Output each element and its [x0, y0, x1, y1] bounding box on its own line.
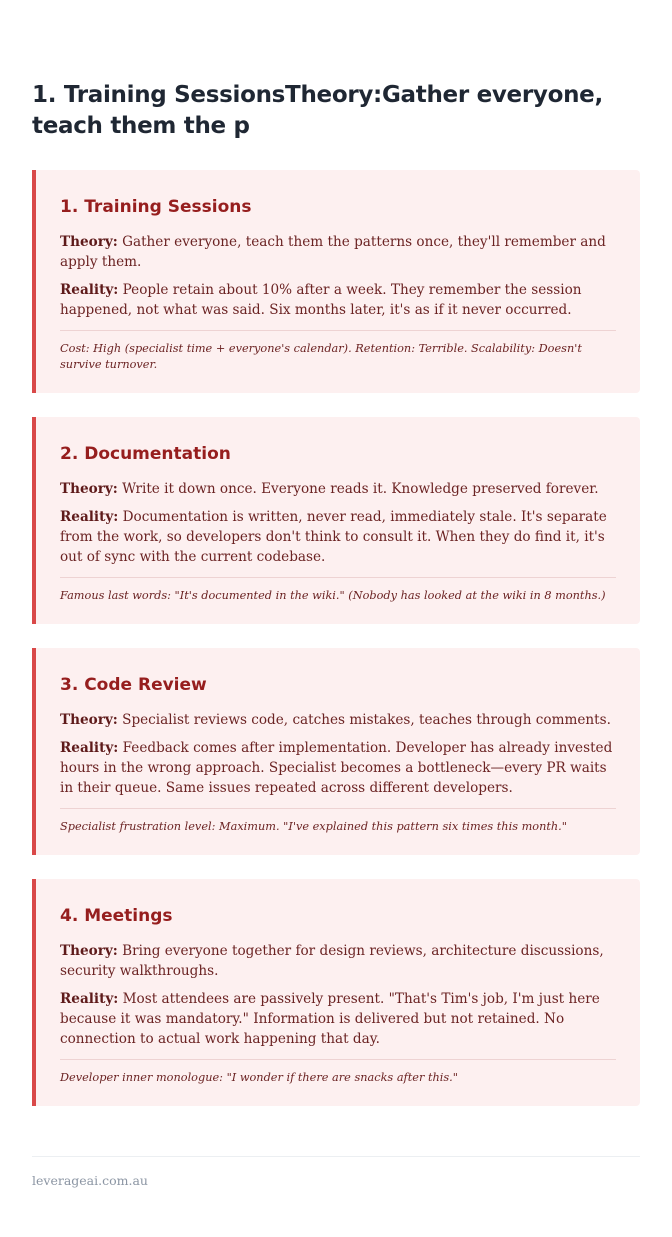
- reality-paragraph: [60, 280, 616, 320]
- theory-paragraph: [60, 941, 616, 981]
- reality-text: Documentation is written, never read, immediately stale. It's separate from the work, so developers don't think to consult it. When they do find it, it's out of sync with the current codebase.: [60, 509, 607, 565]
- card-title: 4. Meetings: [60, 906, 173, 926]
- reality-label: Reality:: [60, 740, 119, 756]
- reality-paragraph: [60, 738, 616, 798]
- card-title: 2. Documentation: [60, 444, 231, 464]
- card-note: Famous last words: "It's documented in the wiki." (Nobody has looked at the wiki in 8 months.): [60, 577, 616, 604]
- reality-text: People retain about 10% after a week. They remember the session happened, not what was said. Six months later, it's as if it never occurred.: [60, 282, 582, 318]
- theory-text: Write it down once. Everyone reads it. Knowledge preserved forever.: [122, 481, 599, 497]
- reality-label: Reality:: [60, 991, 119, 1007]
- card-code-review: [32, 648, 640, 855]
- theory-paragraph: [60, 479, 616, 499]
- card-meetings: [32, 879, 640, 1106]
- theory-text: Bring everyone together for design reviews, architecture discussions, security walkthroughs.: [60, 943, 604, 979]
- theory-label: Theory:: [60, 481, 118, 497]
- card-training-sessions: [32, 170, 640, 393]
- card-note: Developer inner monologue: "I wonder if there are snacks after this.": [60, 1059, 616, 1086]
- theory-paragraph: [60, 232, 616, 272]
- card-title: 1. Training Sessions: [60, 197, 252, 217]
- reality-text: Feedback comes after implementation. Developer has already invested hours in the wrong approach. Specialist becomes a bottleneck—every PR waits in their queue. Same issues repeated across different developers.: [60, 740, 613, 796]
- reality-label: Reality:: [60, 509, 119, 525]
- page-title: 1. Training SessionsTheory:Gather everyone, teach them the p: [32, 82, 603, 139]
- theory-text: Specialist reviews code, catches mistakes, teaches through comments.: [122, 712, 611, 728]
- theory-text: Gather everyone, teach them the patterns once, they'll remember and apply them.: [60, 234, 606, 270]
- theory-label: Theory:: [60, 943, 118, 959]
- reality-label: Reality:: [60, 282, 119, 298]
- theory-paragraph: [60, 710, 616, 730]
- card-note: Cost: High (specialist time + everyone's calendar). Retention: Terrible. Scalability: Doesn't survive turnover.: [60, 330, 616, 373]
- card-title: 3. Code Review: [60, 675, 207, 695]
- reality-paragraph: [60, 989, 616, 1049]
- reality-paragraph: [60, 507, 616, 567]
- card-note: Specialist frustration level: Maximum. "I've explained this pattern six times this month.": [60, 808, 616, 835]
- theory-label: Theory:: [60, 712, 118, 728]
- footer-site-link[interactable]: leverageai.com.au: [32, 1156, 640, 1188]
- card-documentation: [32, 417, 640, 624]
- reality-text: Most attendees are passively present. "That's Tim's job, I'm just here because it was mandatory." Information is delivered but not retained. No connection to actual work happening that day.: [60, 991, 600, 1047]
- theory-label: Theory:: [60, 234, 118, 250]
